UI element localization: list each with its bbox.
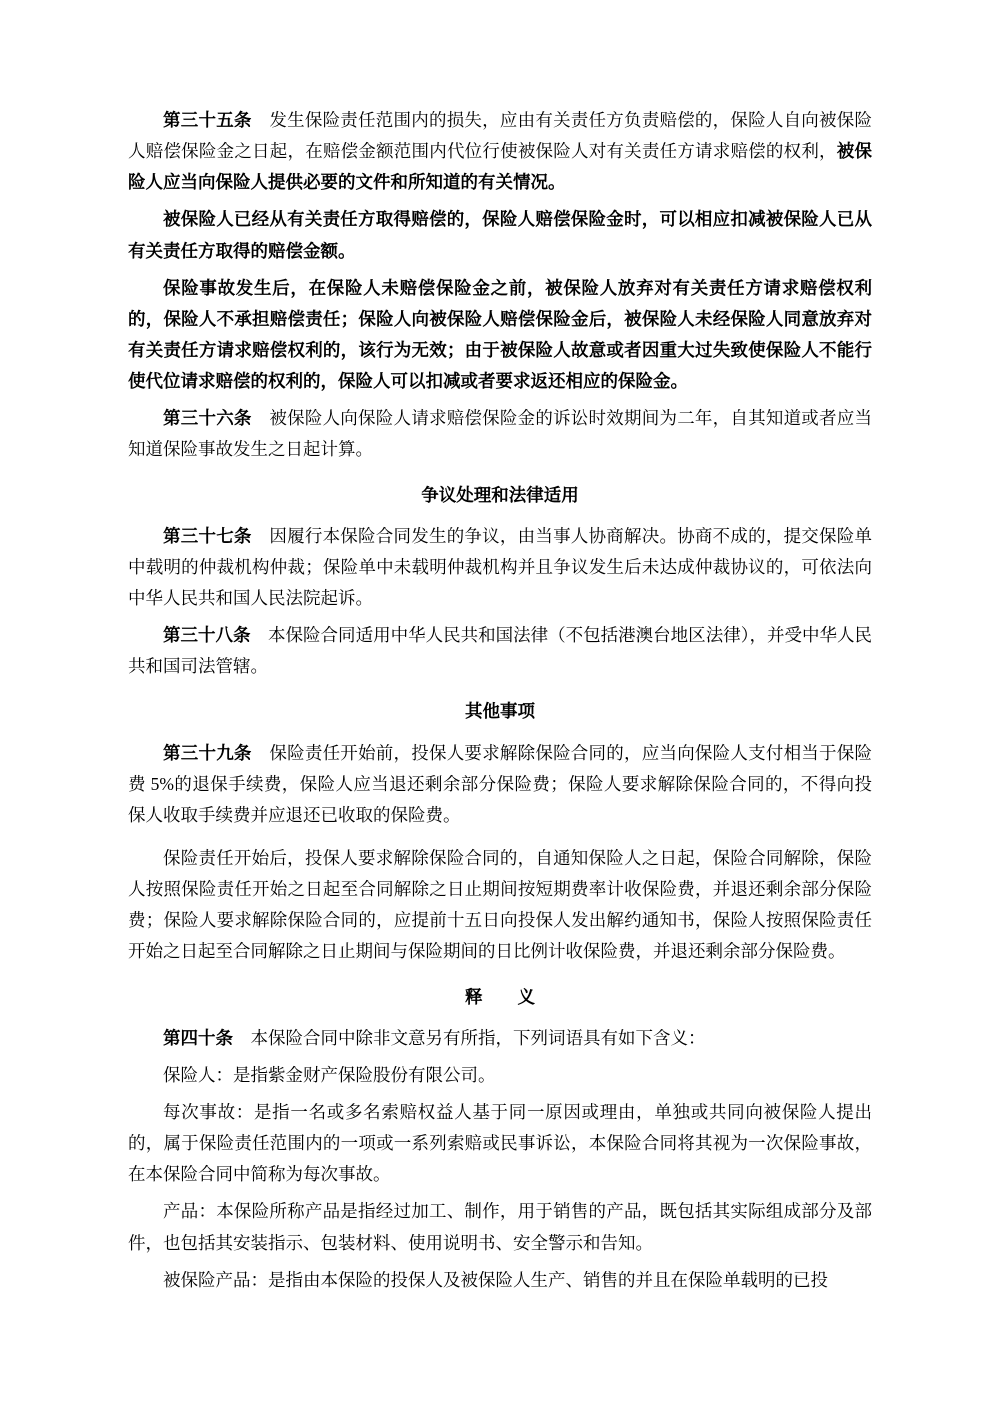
article-number-40: 第四十条 — [163, 1027, 233, 1048]
paragraph-article-35 — [128, 105, 872, 198]
article-number-35: 第三十五条 — [163, 110, 252, 130]
paragraph-article-37 — [128, 521, 872, 614]
section-heading-definitions: 释 义 — [465, 986, 544, 1007]
article-40-text: 本保险合同中除非文意另有所指，下列词语具有如下含义： — [233, 1027, 706, 1048]
article-36-text: 被保险人向保险人请求赔偿保险金的诉讼时效期间为二年，自其知道或者应当知道保险事故发生之日起计算。 — [128, 408, 872, 460]
paragraph-article-36 — [128, 403, 872, 465]
paragraph-article-38 — [128, 620, 872, 682]
definition-product: 产品：本保险所称产品是指经过加工、制作，用于销售的产品，既包括其实际组成部分及部件，也包括其安装指示、包装材料、使用说明书、安全警示和告知。 — [128, 1201, 872, 1253]
definition-insured-product: 被保险产品：是指由本保险的投保人及被保险人生产、销售的并且在保险单载明的已投 — [163, 1269, 828, 1290]
section-heading-other: 其他事项 — [465, 701, 535, 722]
article-39-text: 保险责任开始前，投保人要求解除保险合同的，应当向保险人支付相当于保险费 5%的退保手续费，保险人应当退还剩余部分保险费；保险人要求解除保险合同的，不得向投保人收取手续费并应退还已收取的保险费。 — [128, 742, 872, 825]
definition-each-accident: 每次事故：是指一名或多名索赔权益人基于同一原因或理由，单独或共同向被保险人提出的，属于保险责任范围内的一项或一系列索赔或民事诉讼，本保险合同将其视为一次保险事故，在本保险合同中简称为每次事故。 — [128, 1101, 872, 1185]
article-number-37: 第三十七条 — [163, 525, 252, 546]
paragraph-article-40 — [128, 1023, 872, 1054]
article-35-text: 发生保险责任范围内的损失，应由有关责任方负责赔偿的，保险人自向被保险人赔偿保险金之日起，在赔偿金额范围内代位行使被保险人对有关责任方请求赔偿的权利， — [128, 110, 872, 162]
article-number-38: 第三十八条 — [163, 625, 251, 646]
paragraph-article-39-p2: 保险责任开始后，投保人要求解除保险合同的，自通知保险人之日起，保险合同解除，保险人按照保险责任开始之日起至合同解除之日止期间按短期费率计收保险费，并退还剩余部分保险费；保险人要求解除保险合同的，应提前十五日向投保人发出解约通知书，保险人按照保险责任开始之日起至合同解除之日止期间与保险期间的日比例计收保险费，并退还剩余部分保险费。 — [128, 847, 872, 962]
article-number-36: 第三十六条 — [163, 408, 252, 429]
paragraph-article-39 — [128, 738, 872, 831]
section-heading-dispute: 争议处理和法律适用 — [421, 484, 579, 505]
definition-insurer: 保险人：是指紫金财产保险股份有限公司。 — [163, 1064, 496, 1085]
paragraph-article-35-p2: 被保险人已经从有关责任方取得赔偿的，保险人赔偿保险金时，可以相应扣减被保险人已从有关责任方取得的赔偿金额。 — [128, 209, 872, 261]
article-37-text: 因履行本保险合同发生的争议，由当事人协商解决。协商不成的，提交保险单中载明的仲裁机构仲裁；保险单中未载明仲裁机构并且争议发生后未达成仲裁协议的，可依法向中华人民共和国人民法院起诉。 — [128, 525, 872, 608]
article-38-text: 本保险合同适用中华人民共和国法律（不包括港澳台地区法律），并受中华人民共和国司法管辖。 — [128, 625, 872, 677]
article-35-bold-tail: 被保险人应当向保险人提供必要的文件和所知道的有关情况。 — [128, 141, 873, 193]
paragraph-article-35-p3: 保险事故发生后，在保险人未赔偿保险金之前，被保险人放弃对有关责任方请求赔偿权利的，保险人不承担赔偿责任；保险人向被保险人赔偿保险金后，被保险人未经保险人同意放弃对有关责任方请求赔偿权利的，该行为无效；由于被保险人故意或者因重大过失致使保险人不能行使代位请求赔偿的权利的，保险人可以扣减或者要求返还相应的保险金。 — [128, 277, 872, 392]
document-body — [128, 105, 872, 1296]
article-number-39: 第三十九条 — [163, 742, 252, 763]
